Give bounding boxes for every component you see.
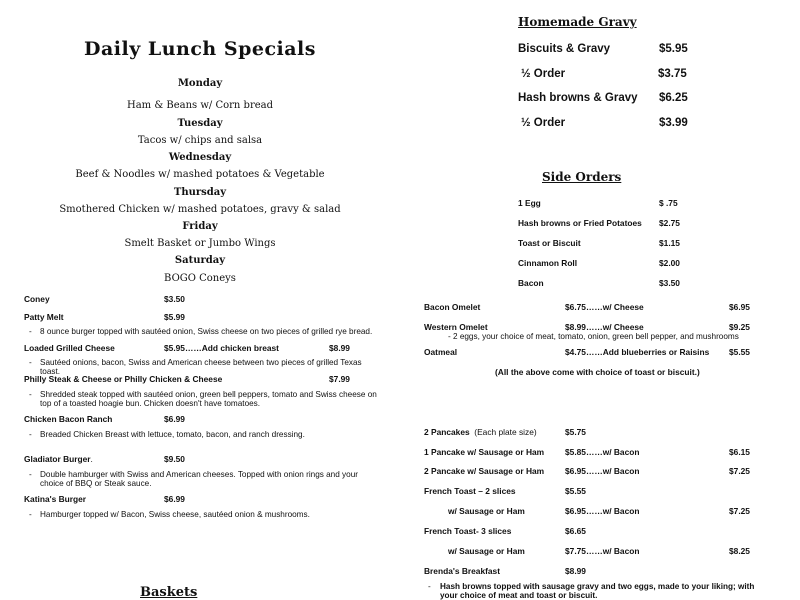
- item-price-chicken-bacon-ranch: $6.99: [164, 414, 185, 424]
- gladiator-name: Gladiator Burger: [24, 454, 91, 464]
- gravy-item-biscuits: Biscuits & Gravy: [518, 43, 611, 55]
- side-item-bacon: Bacon: [518, 278, 544, 288]
- breakfast-name-brendas: Brenda's Breakfast: [424, 566, 501, 576]
- bullet: -: [29, 430, 32, 439]
- toast-note: (All the above come with choice of toast or biscuit.): [495, 367, 700, 377]
- bullet: -: [29, 510, 32, 519]
- item-price-coney: $3.50: [164, 294, 185, 304]
- day-heading-friday: Friday: [182, 221, 218, 232]
- baskets-heading: Baskets: [140, 585, 198, 600]
- item-price-katinas-burger: $6.99: [164, 494, 185, 504]
- gravy-item-half-order-2: ½ Order: [521, 117, 566, 129]
- special-wednesday: Beef & Noodles w/ mashed potatoes & Vegetable: [75, 169, 325, 180]
- omelet-desc-western: - 2 eggs, your choice of meat, tomato, onion, green bell pepper, and mushrooms: [448, 332, 739, 341]
- brenda-desc: Hash browns topped with sausage gravy and two eggs, made to your liking; with your choice of meat and toast or biscuit.: [440, 582, 755, 600]
- omelet-price-bacon: $6.95: [729, 302, 750, 312]
- breakfast-name-french-toast-3-meat: w/ Sausage or Ham: [448, 546, 525, 556]
- item-price-philly: $7.99: [329, 374, 350, 384]
- breakfast-mid-2-pancakes: $5.75: [565, 427, 586, 437]
- breakfast-price-1-pancake-meat: $6.15: [729, 447, 750, 457]
- sides-heading: Side Orders: [542, 170, 622, 184]
- special-thursday: Smothered Chicken w/ mashed potatoes, gravy & salad: [59, 204, 341, 215]
- right-menu-page: [410, 0, 800, 600]
- breakfast-mid-french-toast-3: $6.65: [565, 526, 586, 536]
- gravy-item-hashbrowns: Hash browns & Gravy: [518, 92, 638, 104]
- omelet-name-bacon: Bacon Omelet: [424, 302, 481, 312]
- omelet-mid-western: $8.99……w/ Cheese: [565, 322, 644, 332]
- day-heading-tuesday: Tuesday: [177, 118, 223, 129]
- gravy-price-hashbrowns: $6.25: [659, 92, 688, 104]
- gravy-heading: Homemade Gravy: [518, 15, 637, 29]
- day-heading-monday: Monday: [177, 78, 223, 89]
- breakfast-mid-1-pancake-meat: $5.85……w/ Bacon: [565, 447, 640, 457]
- gravy-price-half-order-1: $3.75: [658, 68, 687, 80]
- omelet-name-western: Western Omelet: [424, 322, 488, 332]
- side-item-hashbrowns: Hash browns or Fried Potatoes: [518, 218, 642, 228]
- side-price-cinnamon-roll: $2.00: [659, 258, 680, 268]
- pancakes-note: (Each plate size): [474, 427, 537, 437]
- side-price-toast: $1.15: [659, 238, 680, 248]
- item-name-gladiator-burger: [24, 454, 93, 464]
- breakfast-price-2-pancake-meat: $7.25: [729, 466, 750, 476]
- item-desc-philly: Shredded steak topped with sautéed onion, green bell peppers, tomato and Swiss cheese on top of a toasted hoagie bun. Chicken doesn't have tomatoes.: [40, 390, 377, 409]
- special-tuesday: Tacos w/ chips and salsa: [137, 135, 263, 146]
- omelet-mid-oatmeal: $4.75……Add blueberries or Raisins: [565, 347, 710, 357]
- item-desc-loaded-grilled-cheese: Sautéed onions, bacon, Swiss and American cheese between two pieces of grilled Texas toast.: [40, 358, 362, 377]
- item-price-patty-melt: $5.99: [164, 312, 185, 322]
- special-saturday: BOGO Coneys: [164, 273, 236, 284]
- item-price2-loaded-grilled-cheese: $8.99: [329, 343, 350, 353]
- day-heading-saturday: Saturday: [174, 255, 226, 266]
- item-desc-chicken-bacon-ranch: Breaded Chicken Breast with lettuce, tomato, bacon, and ranch dressing.: [40, 430, 305, 439]
- gravy-price-half-order-2: $3.99: [659, 117, 688, 129]
- omelet-price-oatmeal: $5.55: [729, 347, 750, 357]
- page-title: Daily Lunch Specials: [84, 38, 316, 60]
- side-item-toast: Toast or Biscuit: [518, 238, 581, 248]
- side-price-egg: $ .75: [659, 198, 678, 208]
- breakfast-mid-2-pancake-meat: $6.95……w/ Bacon: [565, 466, 640, 476]
- side-price-hashbrowns: $2.75: [659, 218, 680, 228]
- breakfast-mid-french-toast-3-meat: $7.75……w/ Bacon: [565, 546, 640, 556]
- item-desc-katinas-burger: Hamburger topped w/ Bacon, Swiss cheese, sautéed onion & mushrooms.: [40, 510, 310, 519]
- item-price-loaded-grilled-cheese: $5.95……Add chicken breast: [164, 343, 279, 353]
- item-name-patty-melt: Patty Melt: [24, 312, 64, 322]
- bullet: -: [428, 582, 431, 591]
- gravy-item-half-order-1: ½ Order: [521, 68, 566, 80]
- breakfast-name-french-toast-3: French Toast- 3 slices: [424, 526, 512, 536]
- side-item-cinnamon-roll: Cinnamon Roll: [518, 258, 578, 268]
- breakfast-name-french-toast-2-meat: w/ Sausage or Ham: [448, 506, 525, 516]
- breakfast-mid-french-toast-2-meat: $6.95……w/ Bacon: [565, 506, 640, 516]
- bullet: -: [29, 470, 32, 479]
- day-heading-wednesday: Wednesday: [168, 152, 232, 163]
- side-price-bacon: $3.50: [659, 278, 680, 288]
- pancakes-name: 2 Pancakes: [424, 427, 470, 437]
- side-item-egg: 1 Egg: [518, 198, 541, 208]
- special-friday: Smelt Basket or Jumbo Wings: [124, 238, 276, 249]
- breakfast-mid-brendas: $8.99: [565, 566, 586, 576]
- breakfast-name-1-pancake-meat: 1 Pancake w/ Sausage or Ham: [424, 447, 545, 457]
- omelet-price-western: $9.25: [729, 322, 750, 332]
- item-name-philly: Philly Steak & Cheese or Philly Chicken & Cheese: [24, 374, 223, 384]
- breakfast-name-2-pancakes: [424, 427, 537, 437]
- bullet: -: [29, 358, 32, 367]
- breakfast-mid-french-toast-2: $5.55: [565, 486, 586, 496]
- day-heading-thursday: Thursday: [173, 187, 227, 198]
- item-desc-patty-melt: 8 ounce burger topped with sautéed onion, Swiss cheese on two pieces of grilled rye bread.: [40, 327, 373, 336]
- item-name-coney: Coney: [24, 294, 50, 304]
- gladiator-suffix: .: [90, 454, 93, 464]
- breakfast-name-2-pancake-meat: 2 Pancake w/ Sausage or Ham: [424, 466, 545, 476]
- breakfast-price-french-toast-3-meat: $8.25: [729, 546, 750, 556]
- breakfast-price-french-toast-2-meat: $7.25: [729, 506, 750, 516]
- breakfast-name-french-toast-2: French Toast – 2 slices: [424, 486, 516, 496]
- bullet: -: [29, 390, 32, 399]
- item-price-gladiator-burger: $9.50: [164, 454, 185, 464]
- gravy-price-biscuits: $5.95: [659, 43, 688, 55]
- bullet: -: [29, 327, 32, 336]
- item-name-katinas-burger: Katina's Burger: [24, 494, 87, 504]
- omelet-mid-bacon: $6.75……w/ Cheese: [565, 302, 644, 312]
- item-name-chicken-bacon-ranch: Chicken Bacon Ranch: [24, 414, 113, 424]
- item-name-loaded-grilled-cheese: Loaded Grilled Cheese: [24, 343, 115, 353]
- omelet-name-oatmeal: Oatmeal: [424, 347, 458, 357]
- item-desc-gladiator-burger: Double hamburger with Swiss and American cheeses. Topped with onion rings and your choice of BBQ or Steak sauce.: [40, 470, 358, 489]
- special-monday: Ham & Beans w/ Corn bread: [126, 100, 274, 111]
